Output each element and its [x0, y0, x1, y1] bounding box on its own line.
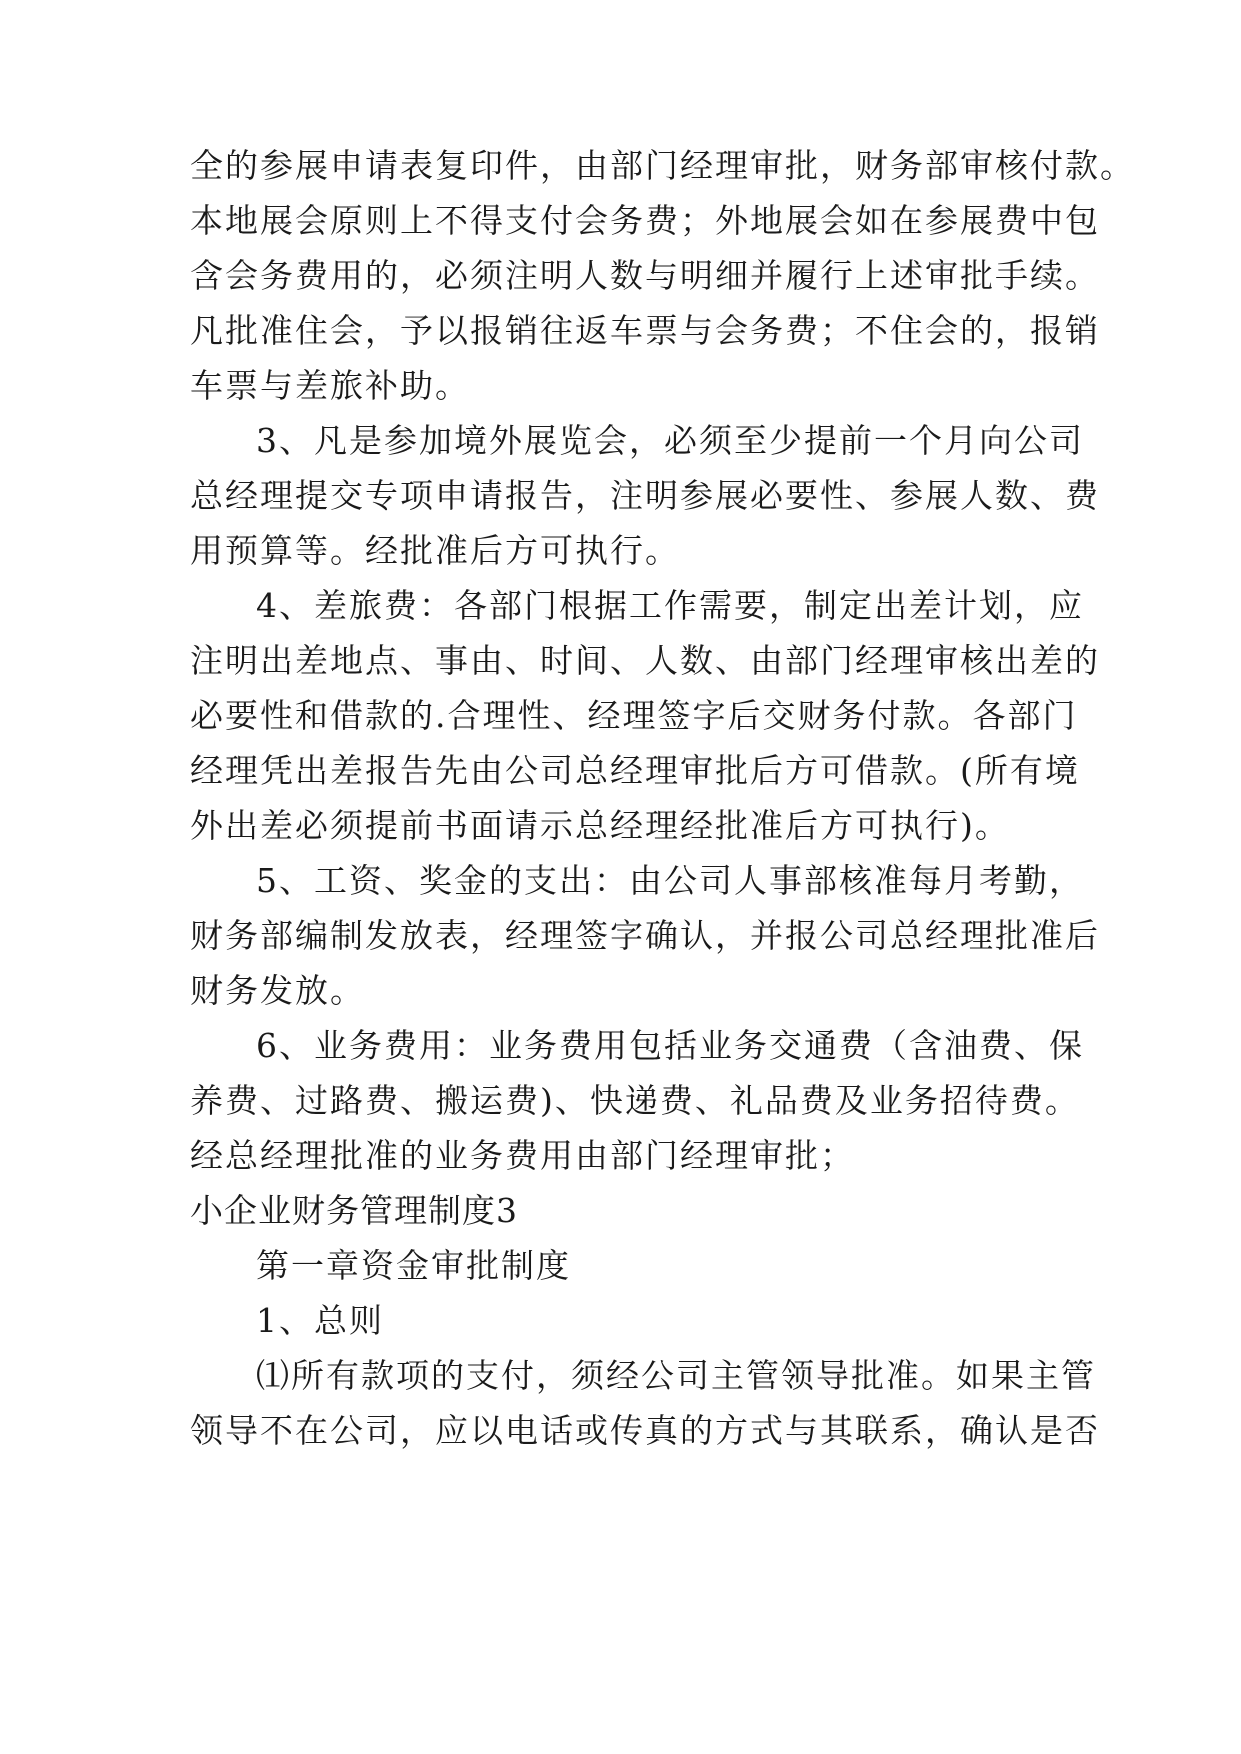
text-line: 必要性和借款的.合理性、经理签字后交财务付款。各部门 — [190, 696, 1078, 735]
text-line: 总经理提交专项申请报告，注明参展必要性、参展人数、费 — [190, 476, 1100, 515]
text-line: ⑴所有款项的支付，须经公司主管领导批准。如果主管 — [256, 1356, 1096, 1395]
text-line: 注明出差地点、事由、时间、人数、由部门经理审核出差的 — [190, 641, 1100, 680]
text-line: 本地展会原则上不得支付会务费；外地展会如在参展费中包 — [190, 201, 1100, 240]
text-line: 车票与差旅补助。 — [190, 366, 470, 405]
text-line: 3、凡是参加境外展览会，必须至少提前一个月向公司 — [256, 421, 1084, 460]
text-line: 财务部编制发放表，经理签字确认，并报公司总经理批准后 — [190, 916, 1100, 955]
text-line: 养费、过路费、搬运费)、快递费、礼品费及业务招待费。 — [190, 1081, 1080, 1120]
chapter-heading: 第一章资金审批制度 — [256, 1246, 571, 1285]
text-line: 外出差必须提前书面请示总经理经批准后方可执行)。 — [190, 806, 1010, 845]
text-line: 用预算等。经批准后方可执行。 — [190, 531, 680, 570]
text-line: 4、差旅费：各部门根据工作需要，制定出差计划，应 — [256, 586, 1084, 625]
text-line: 6、业务费用：业务费用包括业务交通费（含油费、保 — [256, 1026, 1084, 1065]
section-heading: 小企业财务管理制度3 — [190, 1191, 518, 1230]
text-line: 经总经理批准的业务费用由部门经理审批； — [190, 1136, 855, 1175]
text-line: 含会务费用的，必须注明人数与明细并履行上述审批手续。 — [190, 256, 1100, 295]
text-line: 全的参展申请表复印件，由部门经理审批，财务部审核付款。 — [190, 146, 1135, 185]
text-line: 凡批准住会，予以报销往返车票与会务费；不住会的，报销 — [190, 311, 1100, 350]
text-line: 财务发放。 — [190, 971, 365, 1010]
text-line: 5、工资、奖金的支出：由公司人事部核准每月考勤， — [256, 861, 1084, 900]
text-line: 经理凭出差报告先由公司总经理审批后方可借款。(所有境 — [190, 751, 1080, 790]
text-line: 领导不在公司，应以电话或传真的方式与其联系，确认是否 — [190, 1411, 1100, 1450]
subsection-heading: 1、总则 — [256, 1301, 384, 1340]
